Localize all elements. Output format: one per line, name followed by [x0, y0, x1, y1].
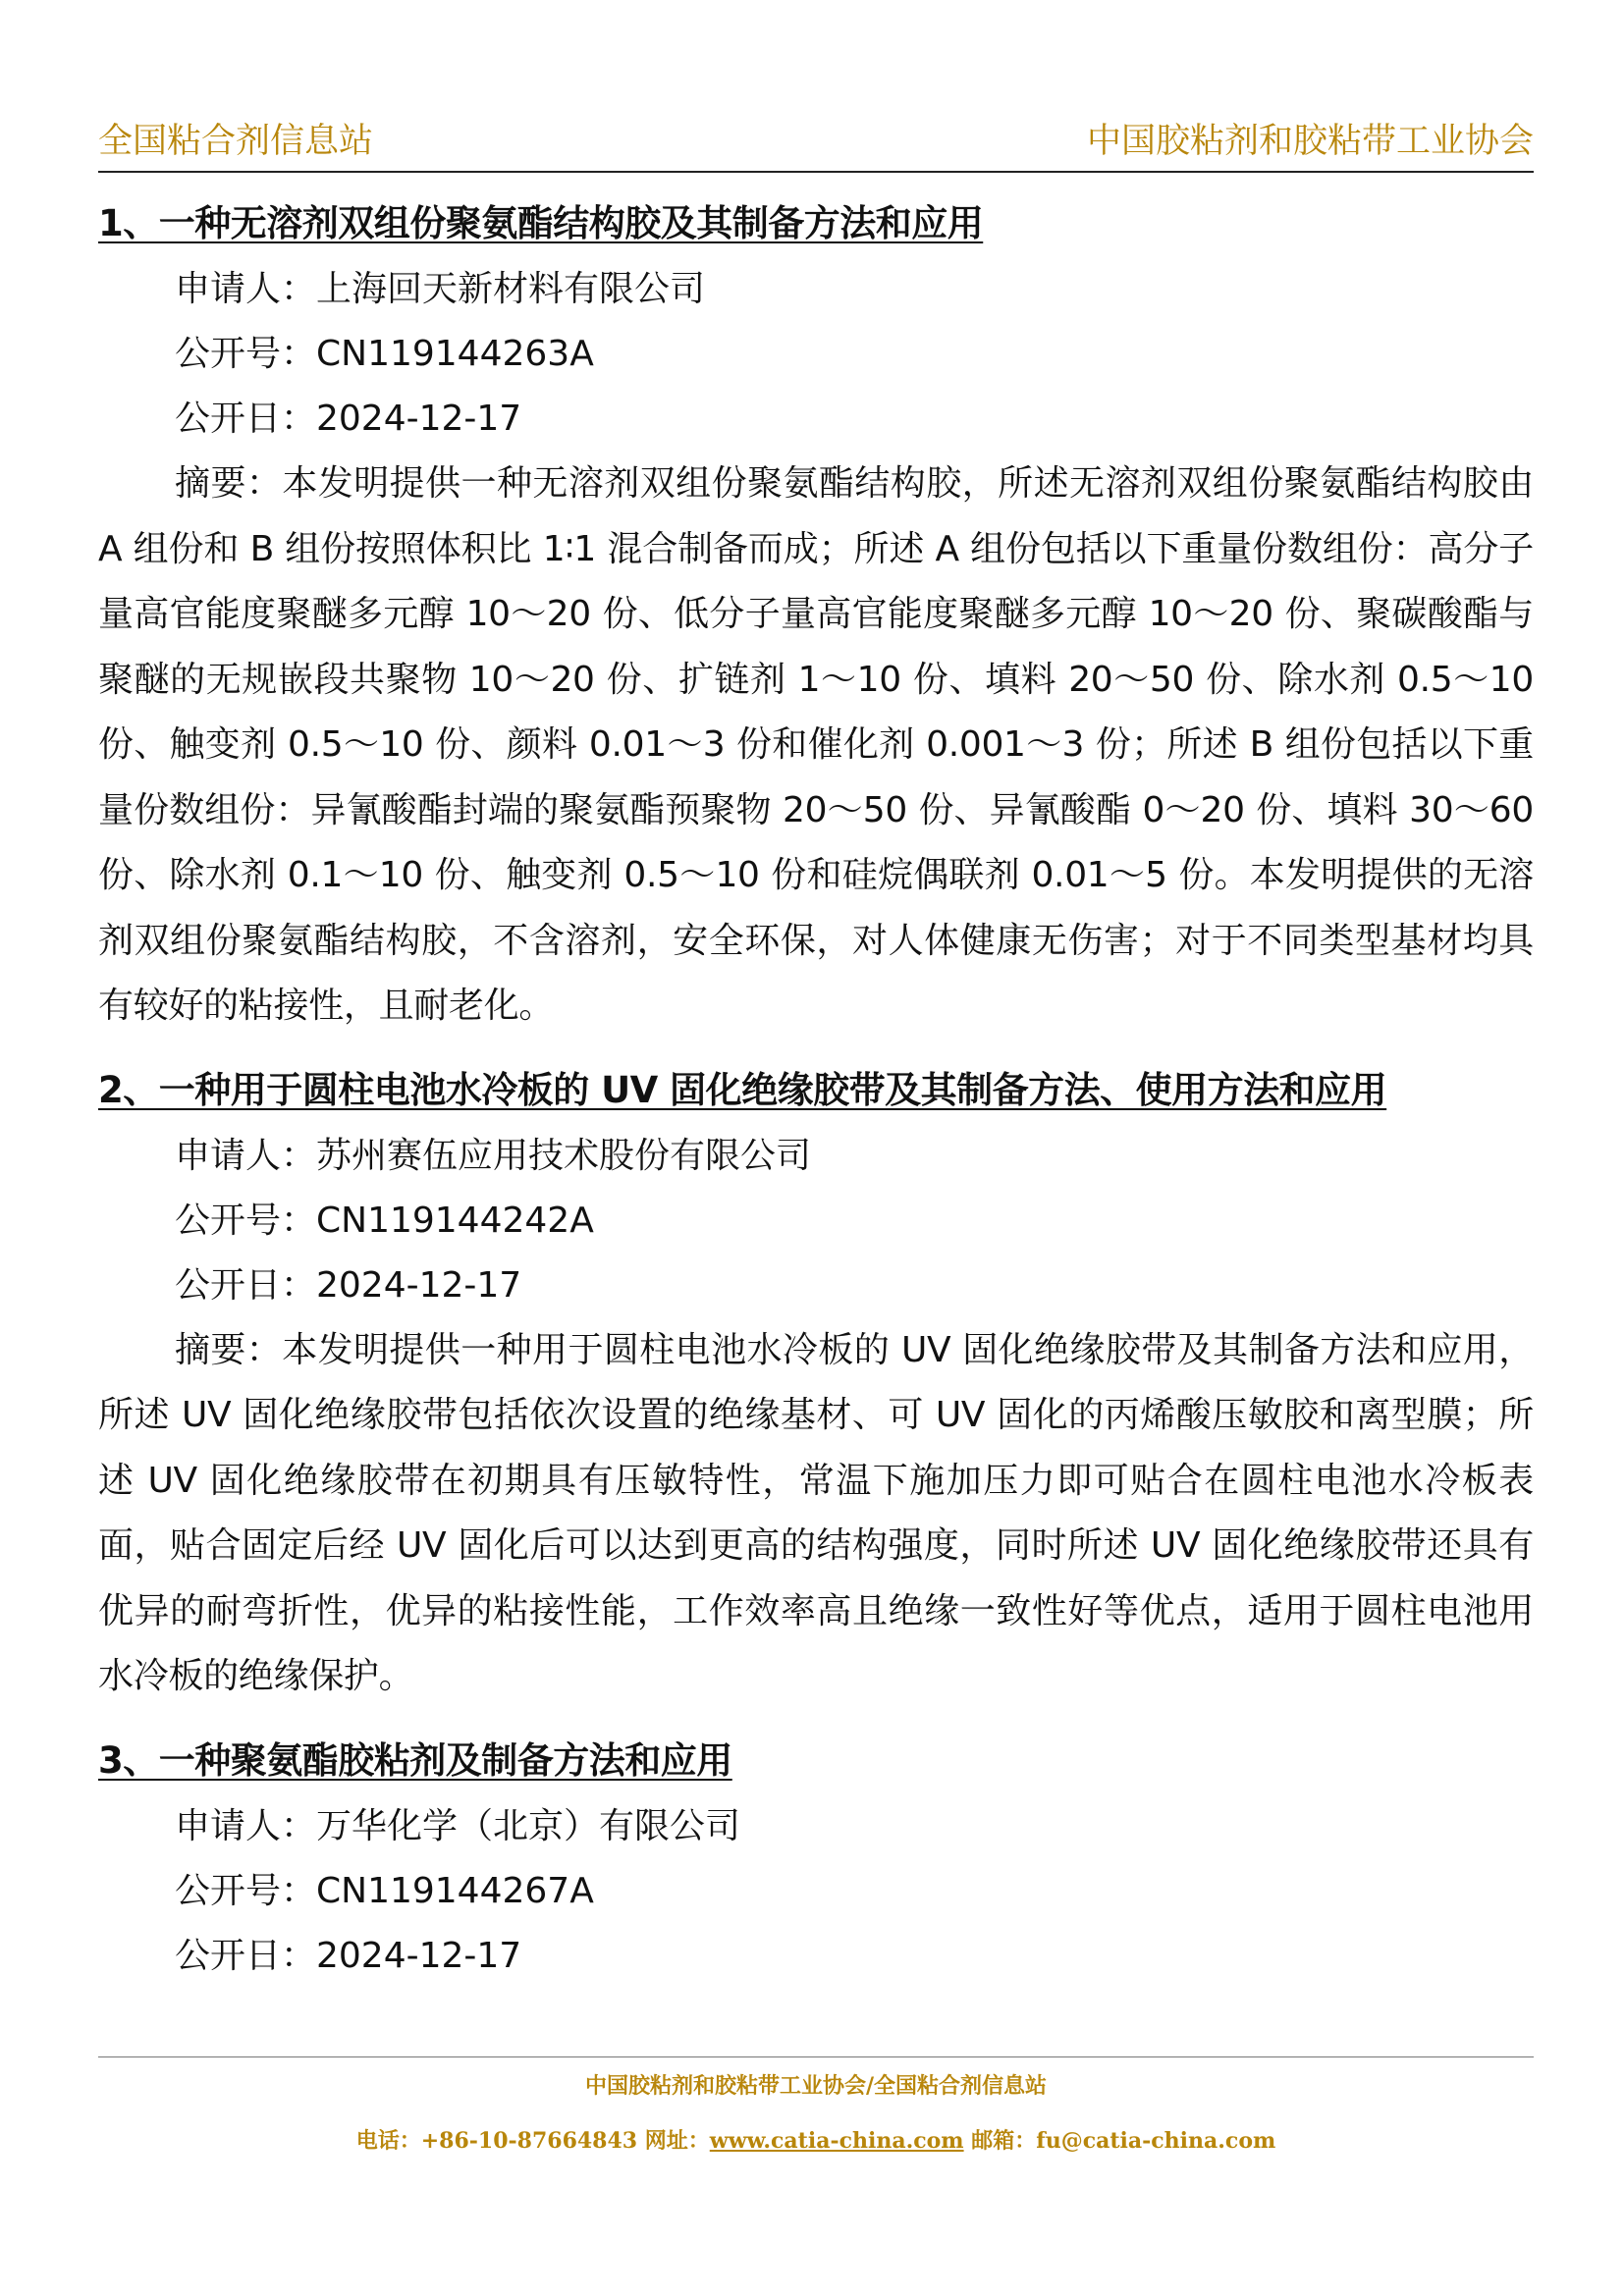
page-footer	[98, 2056, 1534, 2158]
footer-website-link[interactable]: www.catia-china.com	[709, 2128, 964, 2154]
patent-applicant: 申请人：上海回天新材料有限公司	[175, 269, 706, 309]
patent-entry-2	[98, 1061, 1534, 1710]
patent-entry-1	[98, 194, 1534, 1040]
header-left-title: 全国粘合剂信息站	[98, 122, 374, 161]
patent-publication-date: 公开日：2024-12-17	[175, 1264, 522, 1306]
header-right-title: 中国胶粘剂和胶粘带工业协会	[1086, 122, 1534, 161]
footer-phone: 电话：+86-10-87664843 网址：	[355, 2128, 710, 2154]
patent-title: 1、一种无溶剂双组份聚氨酯结构胶及其制备方法和应用	[98, 202, 984, 244]
page-header	[98, 116, 1534, 173]
patent-publication-number: 公开号：CN119144263A	[175, 334, 594, 374]
patent-title: 2、一种用于圆柱电池水冷板的 UV 固化绝缘胶带及其制备方法、使用方法和应用	[98, 1068, 1387, 1111]
patent-publication-date: 公开日：2024-12-17	[175, 399, 522, 439]
patent-publication-number: 公开号：CN119144242A	[175, 1200, 594, 1241]
patent-entry-3	[98, 1732, 1534, 1989]
patent-applicant: 申请人：万华化学（北京）有限公司	[175, 1805, 741, 1846]
footer-email: 邮箱：fu@catia-china.com	[963, 2128, 1276, 2154]
patent-publication-date: 公开日：2024-12-17	[175, 1935, 522, 1976]
patent-list	[98, 194, 1534, 1989]
patent-applicant: 申请人：苏州赛伍应用技术股份有限公司	[175, 1135, 812, 1176]
patent-publication-number: 公开号：CN119144267A	[175, 1870, 594, 1911]
patent-title: 3、一种聚氨酯胶粘剂及制备方法和应用	[98, 1738, 732, 1782]
patent-abstract: 摘要：本发明提供一种无溶剂双组份聚氨酯结构胶，所述无溶剂双组份聚氨酯结构胶由 A 组份和 B 组份按照体积比 1∶1 混合制备而成；所述 A 组份包括以下重量份数组份：高分子量高官能度聚醚多元醇 10～20 份、低分子量高官能度聚醚多元醇 10～20 份、聚碳酸酯与聚醚的无规嵌段共聚物 10～20 份、扩链剂 1～10 份、填料 20～50 份、除水剂 0.5～10 份、触变剂 0.5～10 份、颜料 0.01～3 份和催化剂 0.001～3 份；所述 B 组份包括以下重量份数组份：异氰酸酯封端的聚氨酯预聚物 20～50 份、异氰酸酯 0～20 份、填料 30～60 份、除水剂 0.1～10 份、触变剂 0.5～10 份和硅烷偶联剂 0.01～5 份。本发明提供的无溶剂双组份聚氨酯结构胶，不含溶剂，安全环保，对人体健康无伤害；对于不同类型基材均具有较好的粘接性，且耐老化。	[98, 463, 1534, 1026]
patent-abstract: 摘要：本发明提供一种用于圆柱电池水冷板的 UV 固化绝缘胶带及其制备方法和应用，所述 UV 固化绝缘胶带包括依次设置的绝缘基材、可 UV 固化的丙烯酸压敏胶和离型膜；所述 UV 固化绝缘胶带在初期具有压敏特性，常温下施加压力即可贴合在圆柱电池水冷板表面，贴合固定后经 UV 固化后可以达到更高的结构强度，同时所述 UV 固化绝缘胶带还具有优异的耐弯折性，优异的粘接性能，工作效率高且绝缘一致性好等优点，适用于圆柱电池用水冷板的绝缘保护。	[98, 1329, 1534, 1696]
footer-contact	[98, 2124, 1534, 2158]
footer-organization: 中国胶粘剂和胶粘带工业协会/全国粘合剂信息站	[584, 2073, 1048, 2099]
